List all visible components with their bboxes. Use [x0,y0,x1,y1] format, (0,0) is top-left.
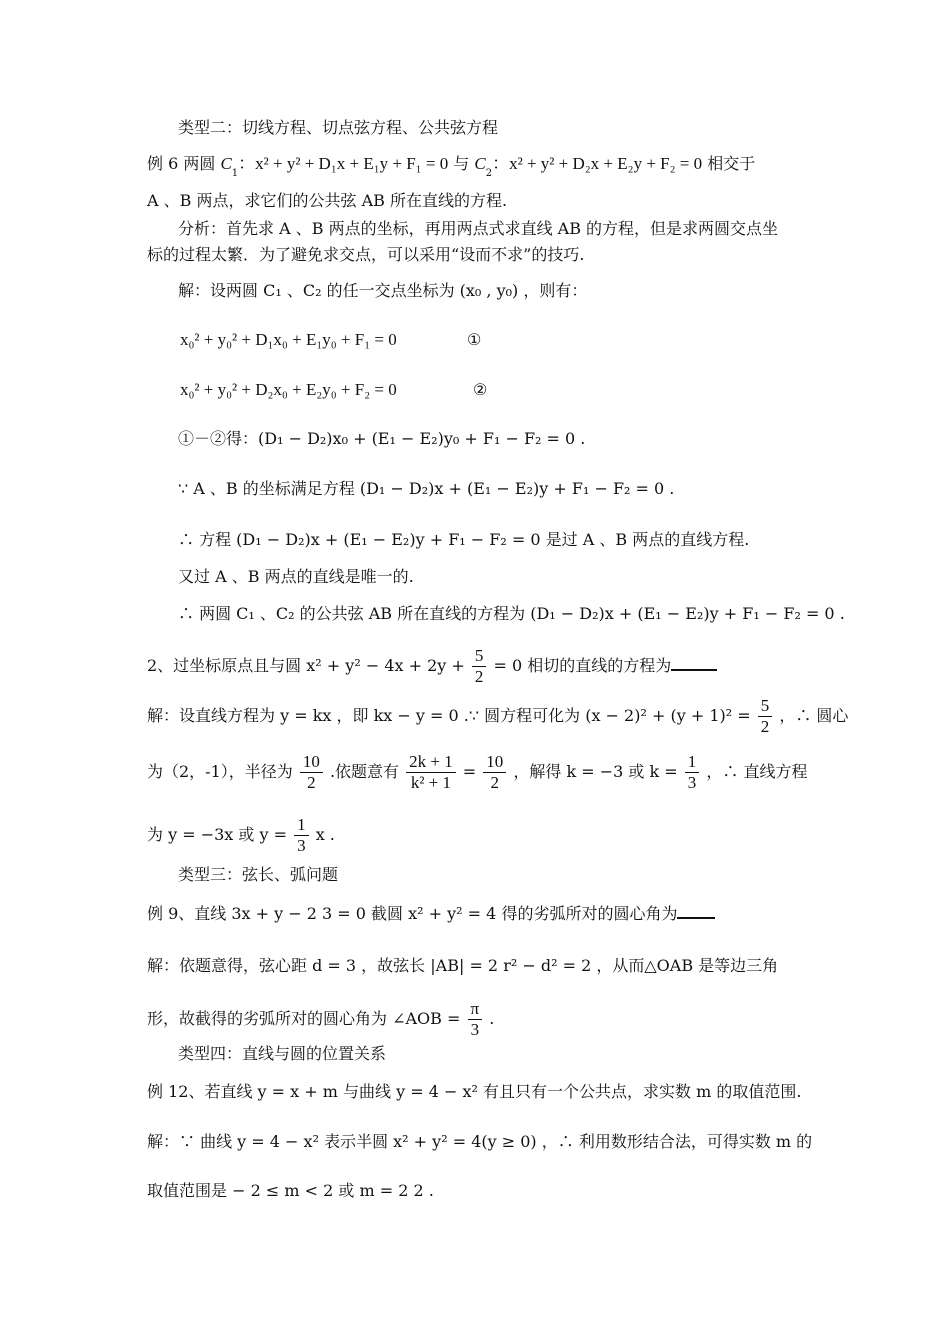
example6-intro: 例 6 两圆 [147,154,221,173]
question-2-text: 2、过坐标原点且与圆 x² + y² − 4x + 2y + [147,656,470,675]
circle2-label: C [474,154,486,173]
example6-connector: 与 [448,154,475,173]
fraction-numerator: 1 [294,815,309,836]
fraction-denominator: 2 [474,667,484,686]
example12: 例 12、若直线 y = x + m 与曲线 y = 4 − x² 有且只有一个公共点，求实数 m 的取值范围. [147,1082,802,1101]
equation-2: x₀² + y₀² + D₂x₀ + E₂y₀ + F₂ = 0 [180,380,397,399]
equals-sign: = [457,762,482,781]
solution-c-tail: x . [310,825,335,844]
fraction-numerator: 1 [685,752,700,773]
therefore-statement-1: ∴ 方程 (D₁ − D₂)x + (E₁ − E₂)y + F₁ − F₂ = 0 是过 A 、B 两点的直线方程. [178,530,750,549]
circle2-subscript: 2 [485,168,493,179]
solution-intro: 解：设两圆 C₁ 、C₂ 的任一交点坐标为 (x₀ , y₀) ，则有： [178,281,588,300]
radius-fraction-2 [483,752,506,793]
solution-text: 形，故截得的劣弧所对的圆心角为 ∠AOB = [147,1009,466,1028]
solution-c-text: 为 y = −3x 或 y = [147,825,293,844]
because-statement: ∵ A 、B 的坐标满足方程 (D₁ − D₂)x + (E₁ − E₂)y + F₁ − F₂ = 0 . [178,479,675,498]
circle1-label: C [220,154,232,173]
therefore-statement-2: ∴ 两圆 C₁ 、C₂ 的公共弦 AB 所在直线的方程为 (D₁ − D₂)x + (E₁ − E₂)y + F₁ − F₂ = 0 . [178,604,845,623]
question-2-solution-a [147,696,848,737]
fraction-numerator: 5 [758,696,773,717]
example6-tail: 相交于 [702,154,756,173]
solution-a-tail: ，∴ 圆心 [774,706,849,725]
question-2 [147,646,717,687]
k-fraction [685,752,700,793]
circle2-equation: ：x² + y² + D₂x + E₂y + F₂ = 0 [492,154,703,173]
fraction-denominator: k² + 1 [410,773,452,792]
example12-solution-2: 取值范围是 − 2 ≤ m < 2 或 m = 2 2 . [147,1181,434,1200]
fraction-numerator: 10 [300,752,323,773]
subtract-equations: ①－②得：(D₁ − D₂)x₀ + (E₁ − E₂)y₀ + F₁ − F₂ = 0 . [178,429,586,448]
example12-solution-1: 解：∵ 曲线 y = 4 − x² 表示半圆 x² + y² = 4(y ≥ 0) ，∴ 利用数形结合法，可得实数 m 的 [147,1132,813,1151]
circle1-equation: ：x² + y² + D₁x + E₁y + F₁ = 0 [238,154,449,173]
fraction-numerator: 10 [483,752,506,773]
fraction-denominator: 3 [470,1020,480,1039]
example9 [147,903,715,925]
fraction-denominator: 2 [307,773,316,792]
equation-2-marker: ② [473,380,488,399]
fraction-denominator: 2 [760,717,770,736]
solution-b-mid: .依题意有 [324,762,405,781]
fraction-numerator: π [468,999,483,1020]
answer-blank [671,655,717,671]
question-2-tail: = 0 相切的直线的方程为 [488,656,672,675]
solution-b-text: 为（2，-1），半径为 [147,762,298,781]
type2-heading: 类型二：切线方程、切点弦方程、公共弦方程 [178,118,499,137]
distance-fraction [406,752,456,793]
example9-text: 例 9、直线 3x + y − 2 3 = 0 截圆 x² + y² = 4 得的劣弧所对的圆心角为 [147,904,678,923]
fraction-five-halves-b [758,696,773,737]
question-2-solution-b [147,752,807,793]
circle1-subscript: 1 [231,168,239,179]
solution-b-end: ，∴ 直线方程 [701,762,808,781]
slope-fraction [294,815,309,856]
angle-fraction [468,999,483,1040]
equation-1: x₀² + y₀² + D₁x₀ + E₁y₀ + F₁ = 0 [180,330,397,349]
fraction-denominator: 2 [490,773,500,792]
question-2-solution-c [147,815,335,856]
fraction-numerator: 2k + 1 [406,752,456,773]
answer-blank [677,903,715,919]
analysis-line2: 标的过程太繁．为了避免求交点，可以采用“设而不求”的技巧. [147,245,585,264]
uniqueness-statement: 又过 A 、B 两点的直线是唯一的. [178,567,414,586]
solution-b-post: ，解得 k = −3 或 k = [508,762,683,781]
solution-a-text: 解：设直线方程为 y = kx ，即 kx − y = 0 .∵ 圆方程可化为 (x − 2)² + (y + 1)² = [147,706,756,725]
example6-line2: A 、B 两点，求它们的公共弦 AB 所在直线的方程. [147,191,508,210]
radius-fraction [300,752,323,793]
equation-1-marker: ① [467,330,482,349]
example6-line1 [147,153,756,179]
fraction-denominator: 3 [687,773,697,792]
fraction-numerator: 5 [472,646,487,667]
solution-tail: . [484,1009,495,1028]
example9-solution-1: 解：依题意得，弦心距 d = 3 ，故弦长 |AB| = 2 r² − d² = 2 ，从而△OAB 是等边三角 [147,956,779,975]
type4-heading: 类型四：直线与圆的位置关系 [178,1044,387,1063]
type3-heading: 类型三：弦长、弧问题 [178,865,339,884]
fraction-five-halves [472,646,487,687]
analysis-line1: 分析：首先求 A 、B 两点的坐标，再用两点式求直线 AB 的方程，但是求两圆交点坐 [178,219,779,238]
fraction-denominator: 3 [297,836,306,855]
example9-solution-2 [147,999,494,1040]
